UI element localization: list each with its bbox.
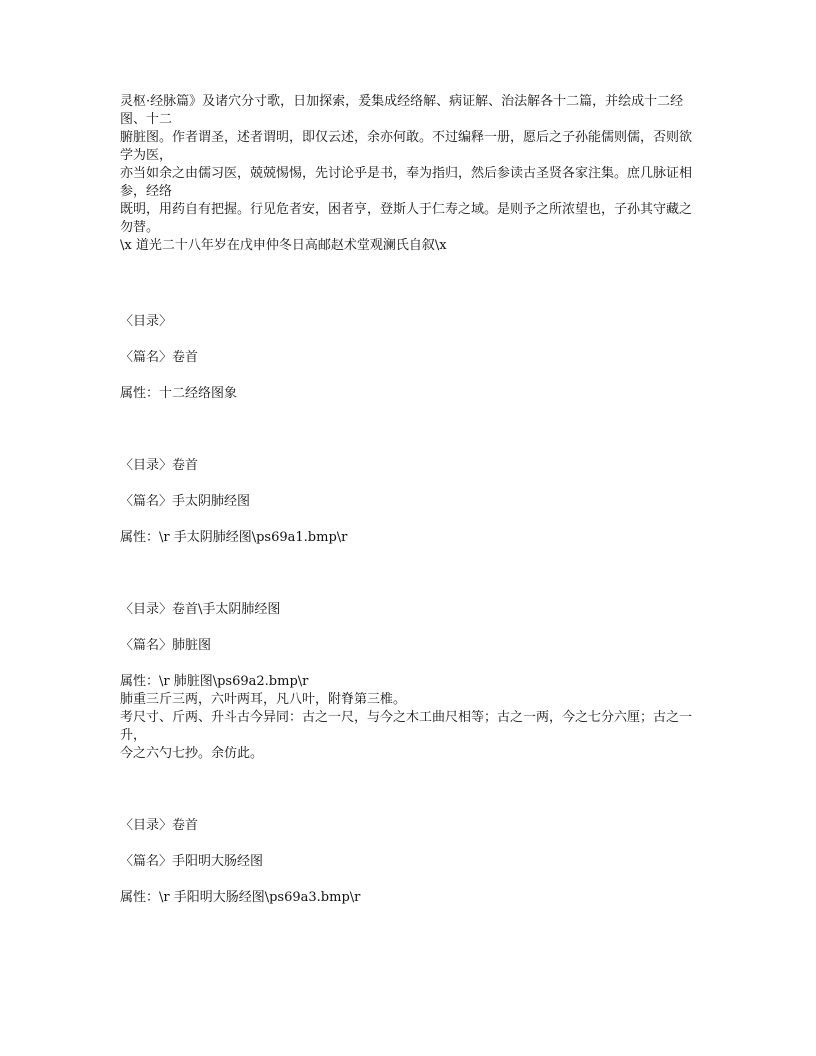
section-attribute <box>120 889 700 907</box>
section-mulu: 〈目录〉卷首 <box>120 818 199 833</box>
section-pianming: 〈篇名〉肺脏图 <box>120 638 212 653</box>
attribute-line: 属性：\r 肺脏图\ps69a2.bmp\r <box>120 674 309 689</box>
preface-text <box>120 93 700 255</box>
section-mulu: 〈目录〉 <box>120 314 173 329</box>
section-pianming: 〈篇名〉手太阴肺经图 <box>120 494 251 509</box>
section-attribute <box>120 529 700 547</box>
document-page <box>120 93 700 961</box>
section-mulu: 〈目录〉卷首 <box>120 458 199 473</box>
preface-line: 腑脏图。作者谓圣，述者谓明，即仅云述，余亦何敢。不过编释一册，愿后之子孙能儒则儒，否则欲学为医， <box>120 130 693 163</box>
section-large-intestine-meridian <box>120 817 700 907</box>
section-lung-organ <box>120 601 700 763</box>
attribute-line: 属性：\r 手太阴肺经图\ps69a1.bmp\r <box>120 530 348 545</box>
section-attribute <box>120 385 700 403</box>
attribute-line: 属性：十二经络图象 <box>120 386 238 401</box>
section-lung-meridian <box>120 457 700 547</box>
attribute-line: 肺重三斤三两，六叶两耳，凡八叶，附脊第三椎。 <box>120 692 407 707</box>
preface-line: 既明，用药自有把握。行见危者安，困者亨，登斯人于仁寿之域。是则予之所浓望也，子孙其守藏之勿替。 <box>120 202 693 235</box>
preface-signature: \x 道光二十八年岁在戊申仲冬日高邮赵术堂观澜氏自叙\x <box>120 238 447 253</box>
section-pianming: 〈篇名〉卷首 <box>120 350 199 365</box>
section-pianming: 〈篇名〉手阳明大肠经图 <box>120 854 264 869</box>
attribute-line: 今之六勺七抄。余仿此。 <box>120 746 264 761</box>
attribute-line: 考尺寸、斤两、升斗古今异同：古之一尺，与今之木工曲尺相等；古之一两，今之七分六厘；古之一升， <box>120 710 693 743</box>
section-juanshou <box>120 313 700 403</box>
attribute-line: 属性：\r 手阳明大肠经图\ps69a3.bmp\r <box>120 890 361 905</box>
preface-line: 灵枢·经脉篇》及诸穴分寸歌，日加探索，爰集成经络解、病证解、治法解各十二篇，并绘成十二经图、十二 <box>120 94 684 127</box>
section-mulu: 〈目录〉卷首\手太阴肺经图 <box>120 602 281 617</box>
section-attribute <box>120 673 700 763</box>
preface-line: 亦当如余之由儒习医，兢兢惕惕，先讨论乎是书，奉为指归，然后参读古圣贤各家注集。庶几脉证相参，经络 <box>120 166 693 199</box>
